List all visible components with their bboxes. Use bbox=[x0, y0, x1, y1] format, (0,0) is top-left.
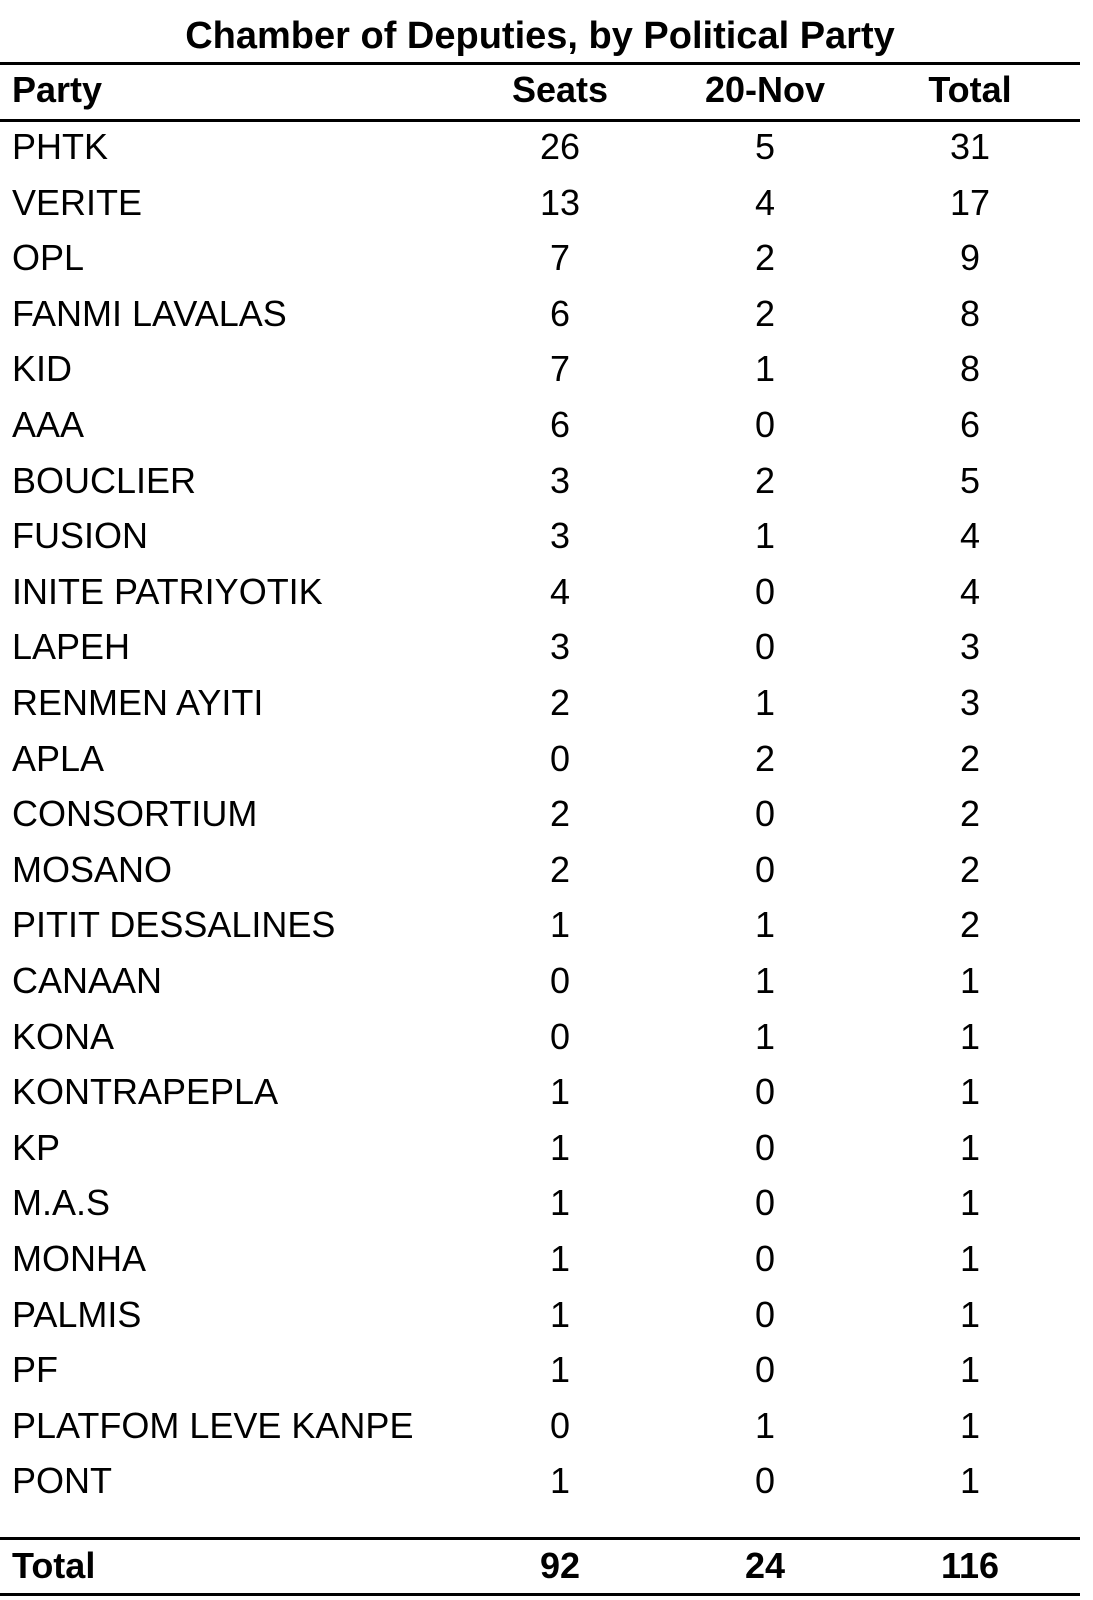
party-cell: MONHA bbox=[12, 1238, 146, 1279]
party-cell: M.A.S bbox=[12, 1182, 111, 1224]
total-cell: 8 bbox=[959, 292, 981, 334]
total-cell: 1 bbox=[959, 1349, 981, 1391]
table-row bbox=[0, 953, 1080, 1010]
table-row bbox=[0, 675, 1080, 732]
header-total: Total bbox=[928, 69, 1012, 110]
20-nov-cell: 0 bbox=[754, 1460, 776, 1502]
party-cell: PHTK bbox=[12, 126, 109, 167]
table-row bbox=[0, 1175, 1080, 1232]
party-cell: RENMEN AYITI bbox=[12, 682, 264, 723]
seats-cell: 6 bbox=[549, 292, 571, 334]
table-row bbox=[0, 1064, 1080, 1121]
party-cell: VERITE bbox=[12, 181, 143, 223]
total-cell: 2 bbox=[959, 904, 981, 946]
party-cell: MOSANO bbox=[12, 848, 173, 890]
table-row bbox=[0, 1009, 1080, 1066]
20-nov-cell: 1 bbox=[754, 904, 776, 946]
party-cell: PF bbox=[12, 1349, 59, 1391]
table-row bbox=[0, 1120, 1080, 1177]
party-cell: KONA bbox=[12, 1015, 115, 1057]
20-nov-cell: 2 bbox=[754, 292, 776, 334]
20-nov-cell: 0 bbox=[754, 1182, 776, 1224]
total-cell: 6 bbox=[959, 404, 981, 445]
table-row bbox=[0, 1453, 1080, 1510]
table-title: Chamber of Deputies, by Political Party bbox=[185, 15, 895, 57]
total-cell: 1 bbox=[959, 1182, 981, 1224]
party-cell: FUSION bbox=[12, 515, 149, 557]
party-cell: APLA bbox=[12, 737, 105, 779]
20-nov-cell: 0 bbox=[754, 1349, 776, 1391]
table-row bbox=[0, 619, 1080, 676]
20-nov-cell: 0 bbox=[754, 626, 776, 668]
table-row bbox=[0, 564, 1080, 621]
total-cell: 1 bbox=[959, 1126, 981, 1168]
table-row bbox=[0, 1398, 1080, 1455]
total-cell: 5 bbox=[959, 459, 981, 501]
20-nov-cell: 1 bbox=[754, 1404, 776, 1446]
table-row bbox=[0, 1231, 1080, 1288]
20-nov-cell: 2 bbox=[754, 237, 776, 279]
party-cell: PLATFOM LEVE KANPE bbox=[12, 1404, 414, 1446]
total-cell: 3 bbox=[959, 626, 981, 668]
bottom-divider bbox=[0, 1593, 1080, 1596]
party-cell: PONT bbox=[12, 1460, 113, 1502]
20-nov-cell: 1 bbox=[754, 682, 776, 723]
seats-cell: 6 bbox=[549, 404, 571, 445]
party-cell: PALMIS bbox=[12, 1293, 142, 1335]
table-row bbox=[0, 341, 1080, 398]
seats-cell: 0 bbox=[549, 1015, 571, 1057]
total-row bbox=[0, 1538, 1080, 1595]
20-nov-cell: 0 bbox=[754, 570, 776, 612]
20-nov-cell: 2 bbox=[754, 459, 776, 501]
header-20-nov: 20-Nov bbox=[704, 69, 826, 110]
20-nov-cell: 0 bbox=[754, 1293, 776, 1335]
party-cell: CONSORTIUM bbox=[12, 793, 258, 835]
table-row bbox=[0, 842, 1080, 899]
table-row bbox=[0, 1287, 1080, 1344]
header-party: Party bbox=[12, 69, 103, 110]
total-cell: 17 bbox=[949, 181, 991, 223]
seats-cell: 1 bbox=[549, 1238, 571, 1279]
seats-cell: 7 bbox=[549, 348, 571, 390]
seats-cell: 1 bbox=[549, 904, 571, 946]
party-cell: INITE PATRIYOTIK bbox=[12, 570, 323, 612]
party-cell: BOUCLIER bbox=[12, 459, 197, 501]
seats-cell: 1 bbox=[549, 1126, 571, 1168]
seats-cell: 2 bbox=[549, 682, 571, 723]
header-seats: Seats bbox=[511, 69, 609, 110]
party-cell: FANMI LAVALAS bbox=[12, 292, 287, 334]
total-cell: 31 bbox=[949, 126, 991, 167]
party-cell: LAPEH bbox=[12, 626, 131, 668]
20-nov-cell: 0 bbox=[754, 404, 776, 445]
total-cell: 2 bbox=[959, 848, 981, 890]
seats-cell: 1 bbox=[549, 1460, 571, 1502]
seats-cell: 1 bbox=[549, 1182, 571, 1224]
table-row bbox=[0, 453, 1080, 510]
total-cell: 2 bbox=[959, 793, 981, 835]
total-cell: 9 bbox=[959, 237, 981, 279]
total-cell: 1 bbox=[959, 960, 981, 1001]
table-row bbox=[0, 786, 1080, 843]
party-cell: KP bbox=[12, 1126, 61, 1168]
total-cell: 1 bbox=[959, 1071, 981, 1113]
seats-cell: 26 bbox=[539, 126, 581, 167]
seats-cell: 1 bbox=[549, 1293, 571, 1335]
seats-cell: 3 bbox=[549, 459, 571, 501]
20-nov-cell: 1 bbox=[754, 348, 776, 390]
party-cell: CANAAN bbox=[12, 960, 163, 1001]
total-cell: 2 bbox=[959, 737, 981, 779]
party-cell: PITIT DESSALINES bbox=[12, 904, 336, 946]
20-nov-cell: 0 bbox=[754, 848, 776, 890]
20-nov-cell: 0 bbox=[754, 1238, 776, 1279]
seats-cell: 0 bbox=[549, 960, 571, 1001]
party-cell: KONTRAPEPLA bbox=[12, 1071, 279, 1113]
table-row bbox=[0, 175, 1080, 232]
total-cell: 1 bbox=[959, 1015, 981, 1057]
20-nov-cell: 0 bbox=[754, 793, 776, 835]
20-nov-cell: 4 bbox=[754, 181, 776, 223]
seats-cell: 13 bbox=[539, 181, 581, 223]
total-cell: 1 bbox=[959, 1460, 981, 1502]
total-seats: 92 bbox=[539, 1545, 581, 1586]
seats-cell: 7 bbox=[549, 237, 571, 279]
table-row bbox=[0, 119, 1080, 176]
total-cell: 1 bbox=[959, 1404, 981, 1446]
table-row bbox=[0, 897, 1080, 954]
total-cell: 1 bbox=[959, 1238, 981, 1279]
total-cell: 4 bbox=[959, 570, 981, 612]
party-cell: AAA bbox=[12, 404, 85, 445]
table-row bbox=[0, 508, 1080, 565]
20-nov-cell: 1 bbox=[754, 960, 776, 1001]
seats-cell: 4 bbox=[549, 570, 571, 612]
20-nov-cell: 0 bbox=[754, 1126, 776, 1168]
20-nov-cell: 1 bbox=[754, 515, 776, 557]
total-total: 116 bbox=[940, 1545, 1000, 1586]
seats-cell: 0 bbox=[549, 737, 571, 779]
seats-cell: 2 bbox=[549, 793, 571, 835]
table-row bbox=[0, 397, 1080, 454]
20-nov-cell: 0 bbox=[754, 1071, 776, 1113]
table-row bbox=[0, 731, 1080, 788]
seats-cell: 1 bbox=[549, 1349, 571, 1391]
party-cell: KID bbox=[12, 348, 73, 390]
20-nov-cell: 2 bbox=[754, 737, 776, 779]
table-row bbox=[0, 286, 1080, 343]
table-row bbox=[0, 230, 1080, 287]
seats-cell: 2 bbox=[549, 848, 571, 890]
total-cell: 3 bbox=[959, 682, 981, 723]
seats-cell: 0 bbox=[549, 1404, 571, 1446]
seats-cell: 3 bbox=[549, 626, 571, 668]
20-nov-cell: 5 bbox=[754, 126, 776, 167]
total-cell: 1 bbox=[959, 1293, 981, 1335]
total-20-nov: 24 bbox=[744, 1545, 786, 1586]
20-nov-cell: 1 bbox=[754, 1015, 776, 1057]
seats-cell: 3 bbox=[549, 515, 571, 557]
total-label: Total bbox=[12, 1545, 96, 1586]
header-row bbox=[0, 62, 1080, 119]
party-cell: OPL bbox=[12, 237, 85, 279]
total-cell: 4 bbox=[959, 515, 981, 557]
total-cell: 8 bbox=[959, 348, 981, 390]
table-row bbox=[0, 1342, 1080, 1399]
seats-cell: 1 bbox=[549, 1071, 571, 1113]
